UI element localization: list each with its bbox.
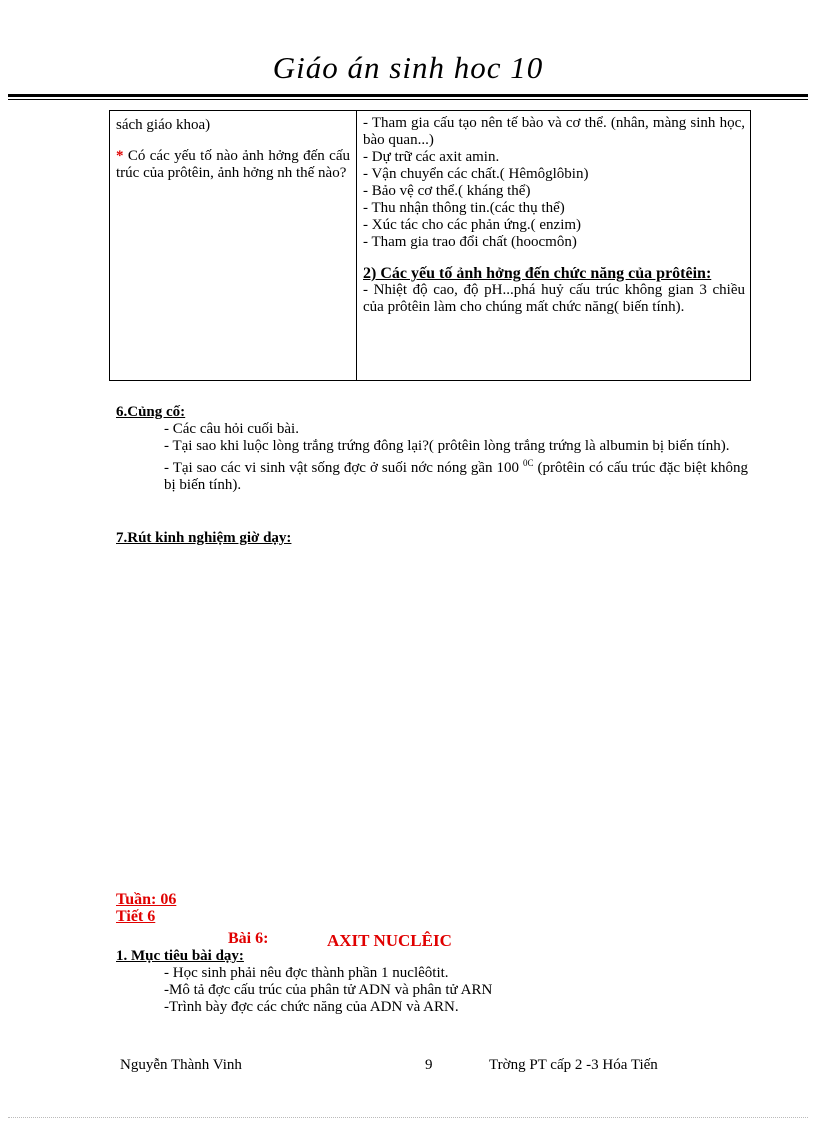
line3-post: (prôtêin có cấu trúc đặc biệt không bị biến tính). xyxy=(164,460,748,493)
objective-item: - Học sinh phải nêu đợc thành phần 1 nuclêôtit. xyxy=(164,965,449,981)
footer-page-number: 9 xyxy=(425,1057,433,1073)
section6-heading: 6.Củng cố: xyxy=(116,404,186,420)
degree-superscript: 0C xyxy=(523,458,534,468)
page-bottom-dotted-rule xyxy=(8,1117,808,1118)
footer-school: Trờng PT cấp 2 -3 Hóa Tiến xyxy=(489,1057,658,1073)
star-marker: * xyxy=(116,148,124,164)
question-text: Có các yếu tố nào ảnh hởng đến cấu trúc của prôtêin, ảnh hởng nh thế nào? xyxy=(116,148,350,181)
factors-detail: - Nhiệt độ cao, độ pH...phá huỷ cấu trúc không gian 3 chiều của prôtêin làm cho chúng mất chức năng( biến tính). xyxy=(363,282,745,315)
table-divider xyxy=(356,111,357,380)
right-gap xyxy=(363,251,745,265)
function-item: - Xúc tác cho các phản ứng.( enzim) xyxy=(363,217,582,233)
header-rule-thick xyxy=(8,94,808,97)
left-gap xyxy=(116,134,350,148)
left-line1: sách giáo khoa) xyxy=(116,117,211,133)
lesson-week-period xyxy=(116,891,176,925)
section6-line xyxy=(116,455,748,494)
section6-line: - Tại sao khi luộc lòng trắng trứng đông lại?( prôtêin lòng trắng trứng là albumin bị biến tính). xyxy=(164,438,730,454)
line3-pre: - Tại sao các vi sinh vật sống đợc ở suối nớc nóng gần 100 xyxy=(164,460,524,476)
left-question xyxy=(116,148,350,182)
function-item: - Vận chuyển các chất.( Hêmôglôbin) xyxy=(363,166,589,182)
section-objectives xyxy=(116,948,756,1016)
header-rule-thin xyxy=(8,99,808,100)
function-item: - Tham gia trao đổi chất (hoocmôn) xyxy=(363,234,577,250)
period-label: Tiết 6 xyxy=(116,908,156,925)
footer-author: Nguyễn Thành Vinh xyxy=(120,1057,242,1073)
function-item: - Dự trữ các axit amin. xyxy=(363,149,500,165)
section6-line: - Các câu hỏi cuối bài. xyxy=(164,421,299,437)
objective-item: -Mô tả đợc cấu trúc của phân tử ADN và phân tử ARN xyxy=(164,982,493,998)
section-consolidation xyxy=(116,404,748,494)
section1-heading: 1. Mục tiêu bài dạy: xyxy=(116,948,244,964)
factors-subheading: 2) Các yếu tố ảnh hởng đến chức năng của prôtêin: xyxy=(363,265,712,282)
section-experience: 7.Rút kinh nghiệm giờ dạy: xyxy=(116,530,292,546)
function-item: - Tham gia cấu tạo nên tế bào và cơ thể. (nhân, màng sinh học, bào quan...) xyxy=(363,115,745,148)
content-table xyxy=(109,110,751,381)
function-item: - Thu nhận thông tin.(các thụ thể) xyxy=(363,200,565,216)
table-right-cell xyxy=(363,115,745,316)
page-title: Giáo án sinh hoc 10 xyxy=(272,50,544,85)
lesson-number: Bài 6: xyxy=(228,930,269,947)
objective-item: -Trình bày đợc các chức năng của ADN và ARN. xyxy=(164,999,459,1015)
table-left-cell xyxy=(116,117,350,182)
lesson-title: AXIT NUCLÊIC xyxy=(327,931,452,950)
week-label: Tuần: 06 xyxy=(116,891,177,908)
function-item: - Bảo vệ cơ thể.( kháng thể) xyxy=(363,183,531,199)
